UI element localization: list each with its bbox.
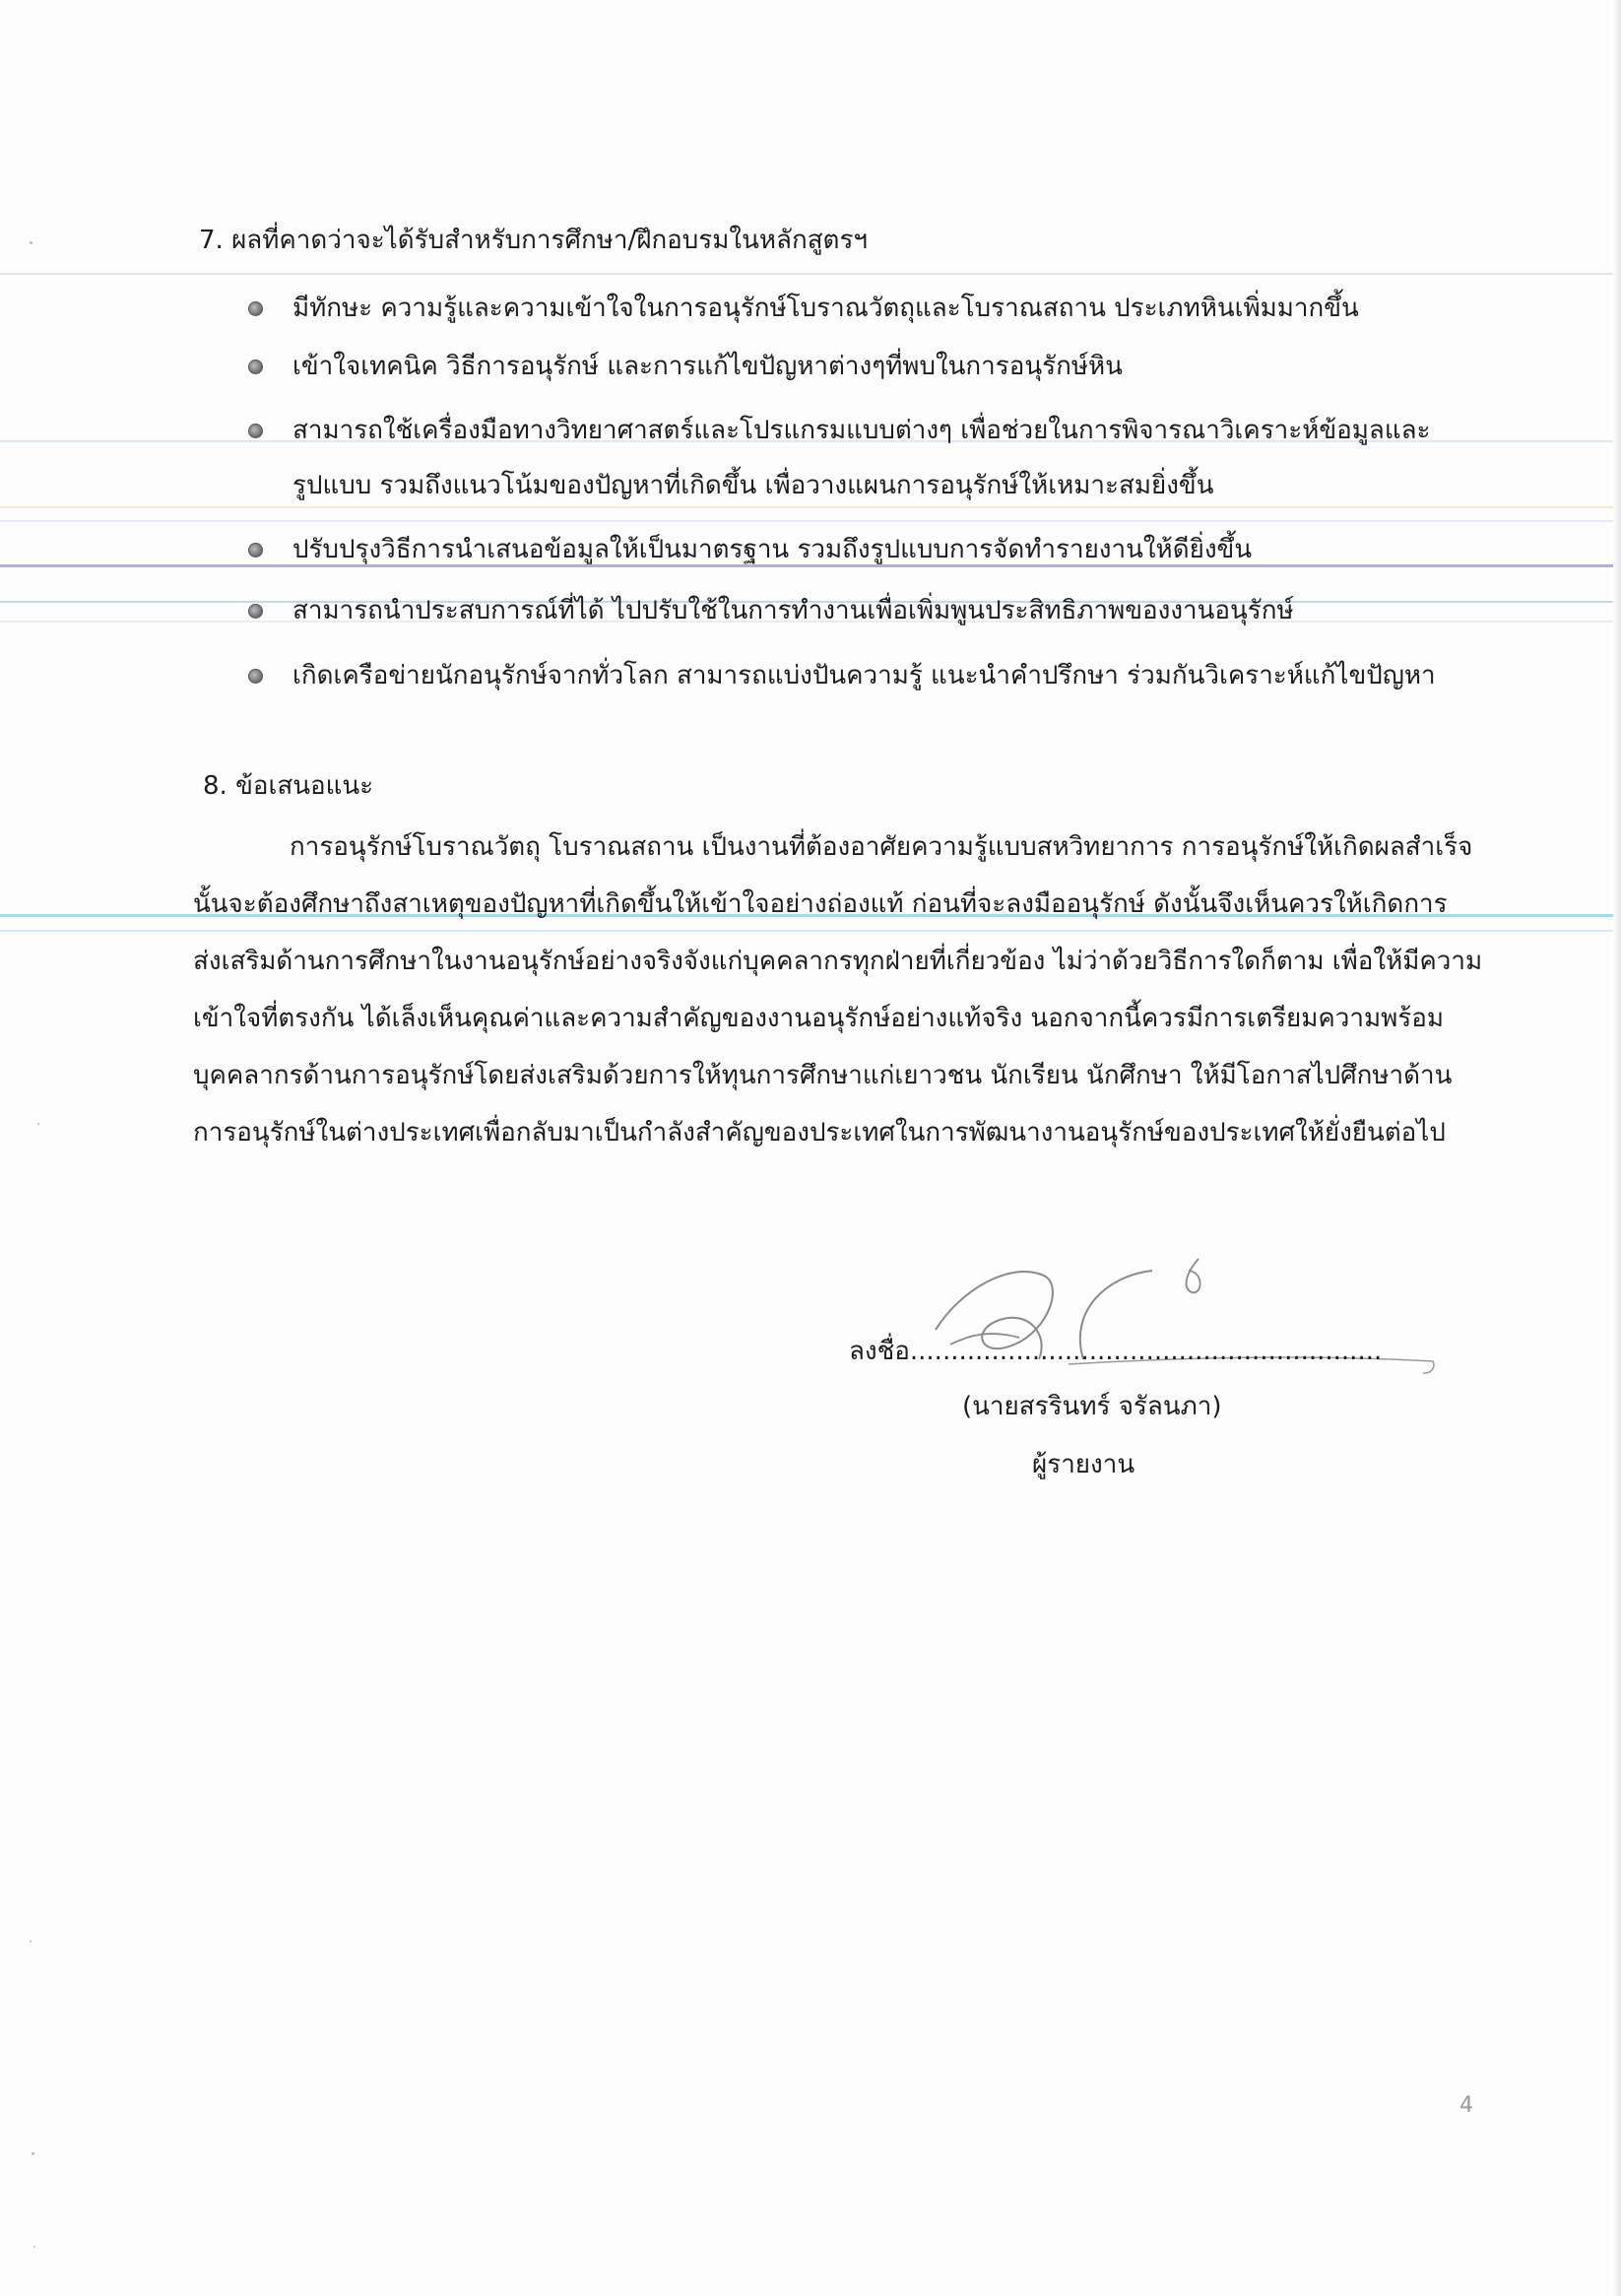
bullet-icon <box>248 301 263 316</box>
bullet-icon <box>248 424 263 438</box>
bullet-text: ปรับปรุงวิธีการนำเสนอข้อมูลให้เป็นมาตรฐาน รวมถึงรูปแบบการจัดทำรายงานให้ดียิ่งขึ้น <box>292 535 1253 564</box>
signer-name: (นายสรรินทร์ จรัลนภา) <box>962 1392 1222 1421</box>
bullet-text: เกิดเครือข่ายนักอนุรักษ์จากทั่วโลก สามารถแบ่งปันความรู้ แนะนำคำปรึกษา ร่วมกันวิเคราะห์แก้ไขปัญหา <box>292 661 1436 690</box>
section8-paragraph <box>193 819 1483 1161</box>
bullet-icon <box>248 669 263 684</box>
bullet-text: สามารถนำประสบการณ์ที่ได้ ไปปรับใช้ในการทำงานเพื่อเพิ่มพูนประสิทธิภาพของงานอนุรักษ์ <box>292 596 1294 625</box>
paragraph-line: ส่งเสริมด้านการศึกษาในงานอนุรักษ์อย่างจริงจังแก่บุคคลากรทุกฝ่ายที่เกี่ยวข้อง ไม่ว่าด้วยวิธีการใดก็ตาม เพื่อให้มีความ <box>193 947 1483 976</box>
paragraph-line: เข้าใจที่ตรงกัน ได้เล็งเห็นคุณค่าและความสำคัญของงานอนุรักษ์อย่างแท้จริง นอกจากนี้ควรมีการเตรียมความพร้อม <box>193 1004 1445 1033</box>
scan-speck <box>30 241 32 244</box>
section7-heading: 7. ผลที่คาดว่าจะได้รับสำหรับการศึกษา/ฝึกอบรมในหลักสูตรฯ <box>199 226 869 255</box>
bullet-icon <box>248 604 263 619</box>
scan-artifact <box>0 506 1621 508</box>
signature-line: ลงชื่อ.......................................................... <box>849 1337 1383 1366</box>
scan-speck <box>32 2152 34 2155</box>
paragraph-line: บุคคลากรด้านการอนุรักษ์โดยส่งเสริมด้วยการให้ทุนการศึกษาแก่เยาวชน นักเรียน นักศึกษา ให้มีโอกาสไปศึกษาด้าน <box>193 1061 1453 1090</box>
handwritten-signature <box>891 1251 1443 1389</box>
scan-speck <box>37 1123 39 1125</box>
bullet-icon <box>248 360 263 374</box>
bullet-text: มีทักษะ ความรู้และความเข้าใจในการอนุรักษ์โบราณวัตถุและโบราณสถาน ประเภทหินเพิ่มมากขึ้น <box>292 294 1359 323</box>
page-number: 4 <box>1459 2093 1473 2118</box>
paragraph-line: การอนุรักษ์ในต่างประเทศเพื่อกลับมาเป็นกำลังสำคัญของประเทศในการพัฒนางานอนุรักษ์ของประเทศให้ยั่งยืนต่อไป <box>193 1118 1446 1148</box>
bullet-text: สามารถใช้เครื่องมือทางวิทยาศาสตร์และโปรแกรมแบบต่างๆ เพื่อช่วยในการพิจารณาวิเคราะห์ข้อมูลและ <box>292 416 1431 445</box>
bullet-icon <box>248 543 263 558</box>
scan-artifact <box>0 273 1621 275</box>
scan-speck <box>30 1940 32 1942</box>
section8-heading: 8. ข้อเสนอแนะ <box>203 771 374 801</box>
scan-artifact <box>0 520 1621 522</box>
signer-role: ผู้รายงาน <box>1032 1450 1135 1479</box>
bullet-text: เข้าใจเทคนิค วิธีการอนุรักษ์ และการแก้ไขปัญหาต่างๆที่พบในการอนุรักษ์หิน <box>292 352 1123 381</box>
scan-speck <box>33 2246 35 2248</box>
paragraph-line: การอนุรักษ์โบราณวัตถุ โบราณสถาน เป็นงานที่ต้องอาศัยความรู้แบบสหวิทยาการ การอนุรักษ์ให้เกิดผลสำเร็จ <box>290 832 1473 862</box>
page-edge-shadow <box>1613 0 1621 2296</box>
paragraph-line: นั้นจะต้องศึกษาถึงสาเหตุของปัญหาที่เกิดขึ้นให้เข้าใจอย่างถ่องแท้ ก่อนที่จะลงมืออนุรักษ์ ดังนั้นจึงเห็นควรให้เกิดการ <box>193 889 1448 919</box>
bullet-text-continuation: รูปแบบ รวมถึงแนวโน้มของปัญหาที่เกิดขึ้น เพื่อวางแผนการอนุรักษ์ให้เหมาะสมยิ่งขึ้น <box>292 471 1214 500</box>
